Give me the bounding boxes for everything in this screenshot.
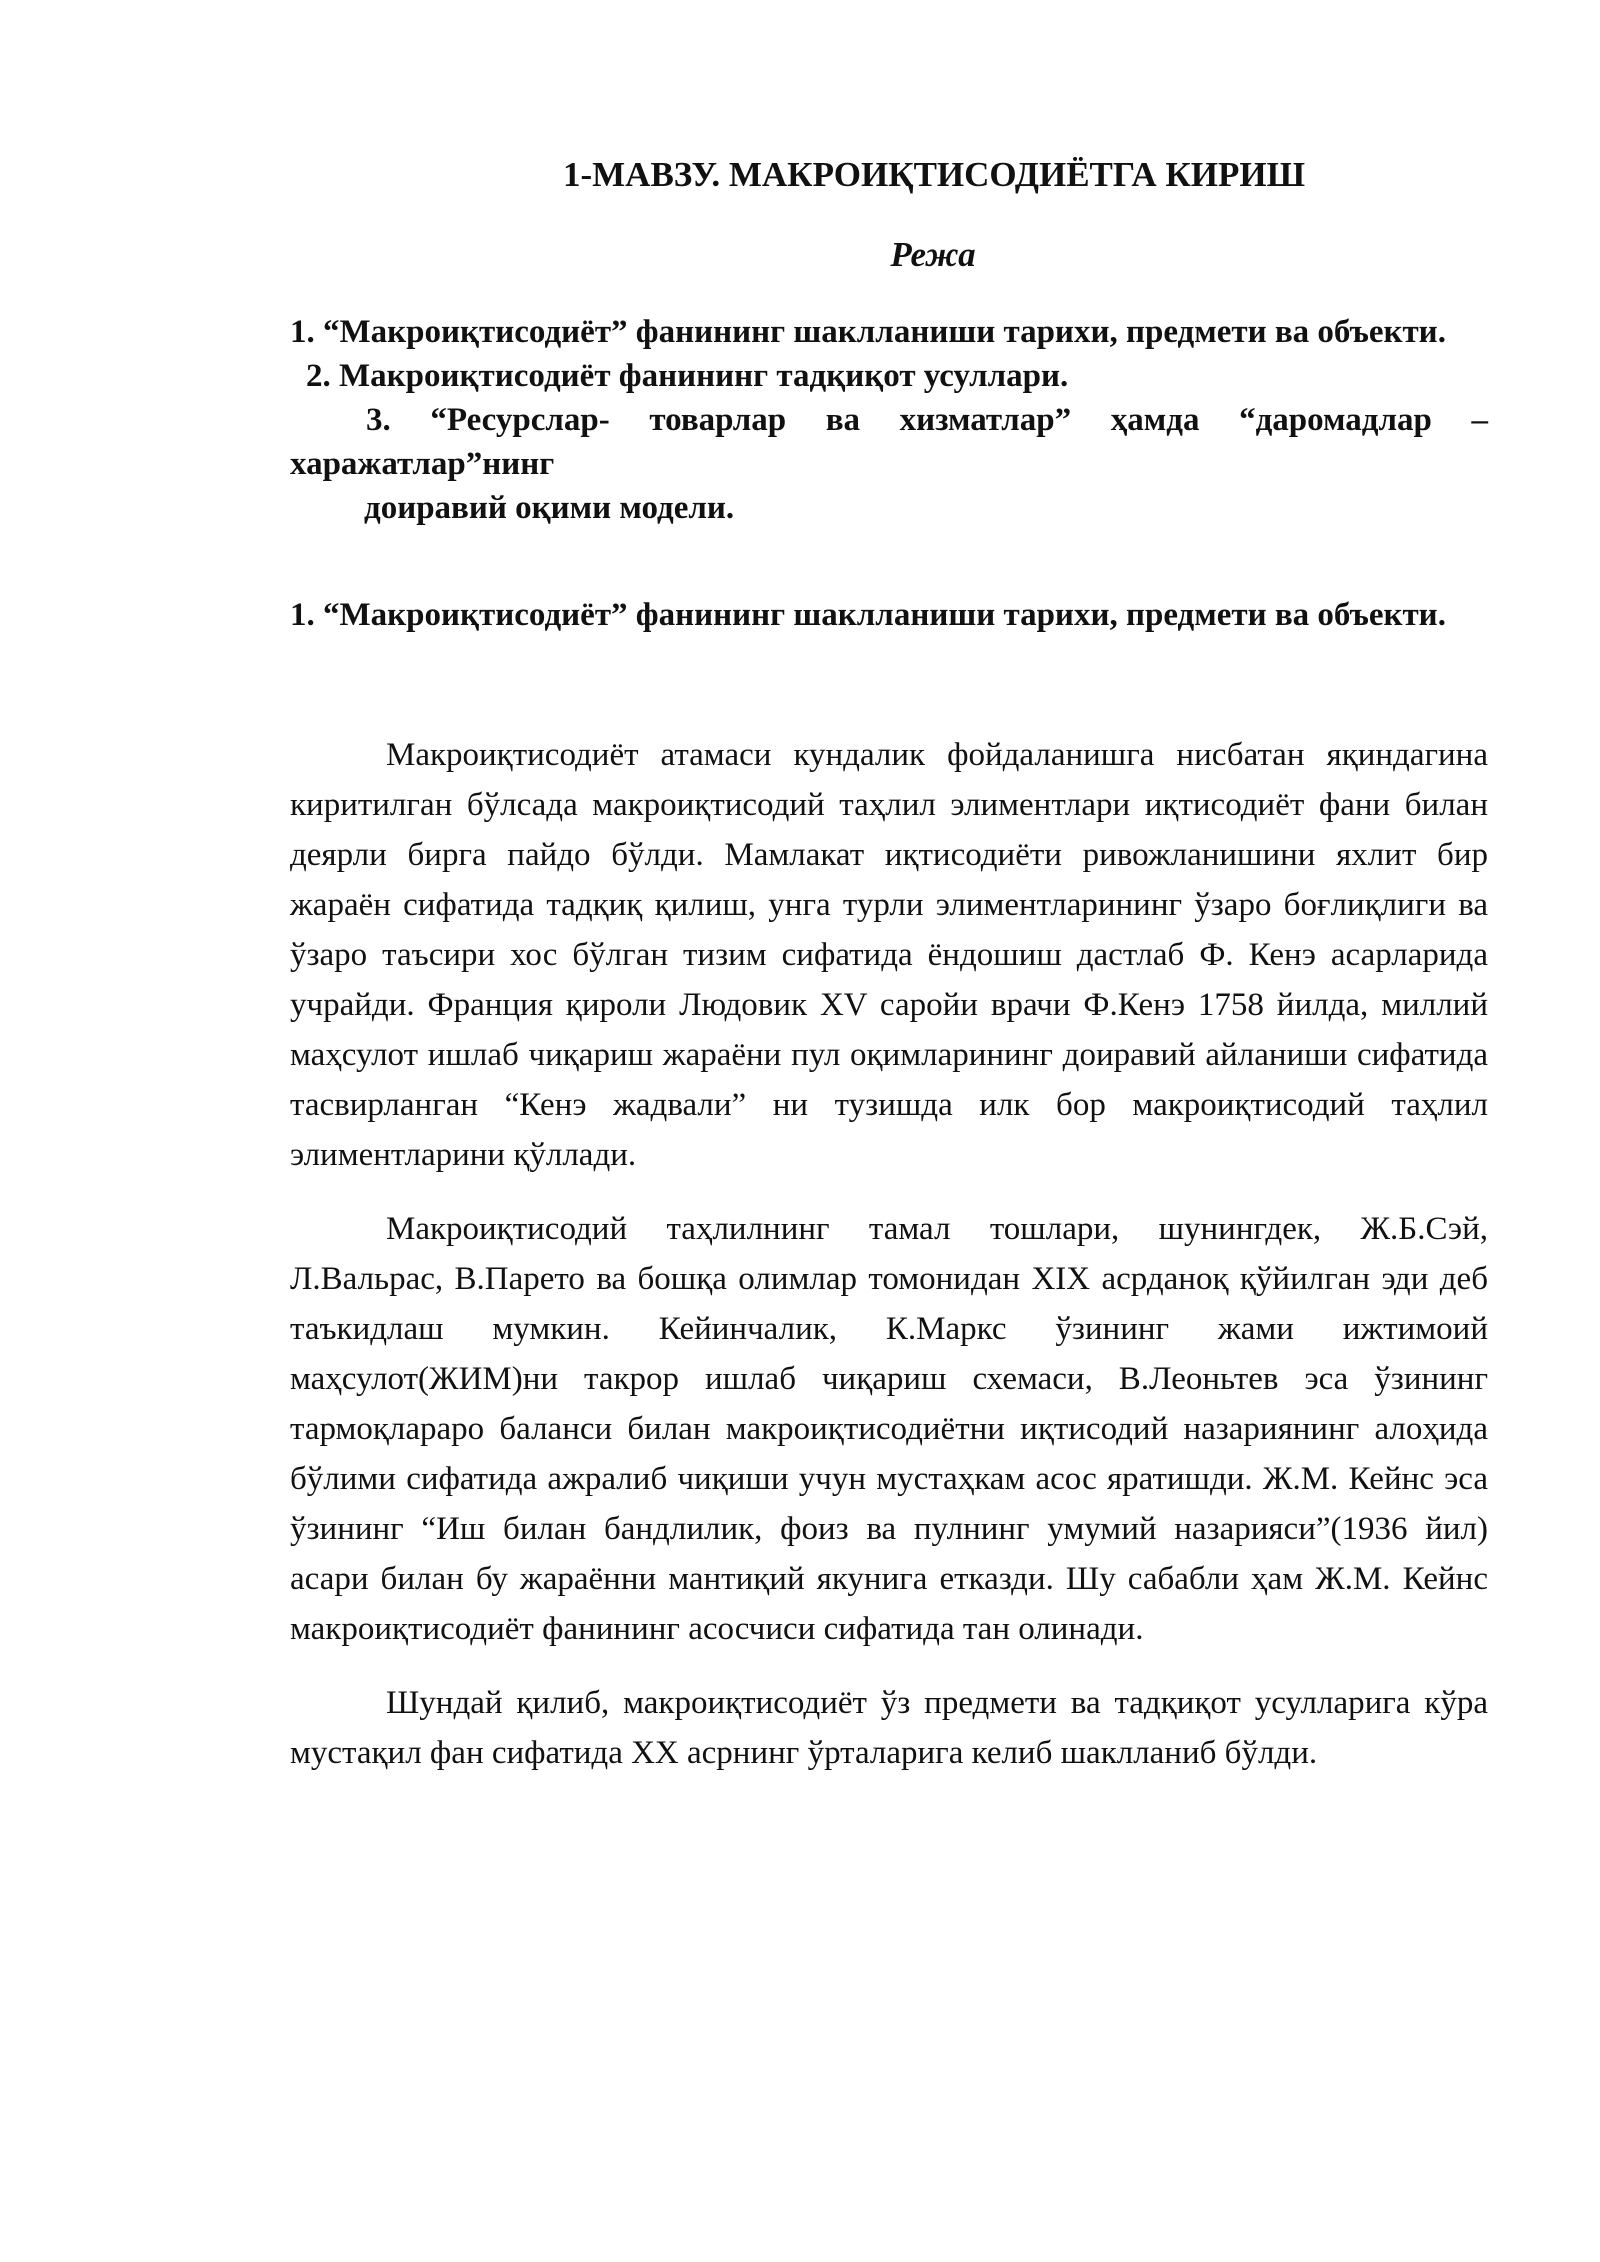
plan-list xyxy=(290,310,1488,530)
section-heading: 1. “Макроиқтисодиёт” фанининг шаклланиши тарихи, предмети ва объекти. xyxy=(290,597,1446,633)
plan-item-3: 3. “Ресурслар- товарлар ва хизматлар” ҳамда “даромадлар – харажатлар”нинг xyxy=(290,402,1488,482)
plan-heading: Режа xyxy=(890,235,976,274)
paragraph-2: Макроиқтисодий таҳлилнинг тамал тошлари, шунингдек, Ж.Б.Сэй, Л.Вальрас, В.Парето ва бошқа олимлар томонидан XIX асрданоқ қўйилган эди деб таъкидлаш мумкин. Кейинчалик, К.Маркс ўзининг жами ижтимоий маҳсулот(ЖИМ)ни такрор ишлаб чиқариш схемаси, В.Леоньтев эса ўзининг тармоқлараро баланси билан макроиқтисодиётни иқтисодий назариянинг алоҳида бўлими сифатида ажралиб чиқиши учун мустаҳкам асос яратишди. Ж.М. Кейнс эса ўзининг “Иш билан бандлилик, фоиз ва пулнинг умумий назарияси”(1936 йил) асари билан бу жараённи мантиқий якунига етказди. Шу сабабли ҳам Ж.М. Кейнс макроиқтисодиёт фанининг асосчиси сифатида тан олинади. xyxy=(290,1211,1488,1647)
paragraph-1: Макроиқтисодиёт атамаси кундалик фойдаланишга нисбатан яқиндагина киритилган бўлсада макроиқтисодий таҳлил элиментлари иқтисодиёт фани билан деярли бирга пайдо бўлди. Мамлакат иқтисодиёти ривожланишини яхлит бир жараён сифатида тадқиқ қилиш, унга турли элиментларининг ўзаро боғлиқлиги ва ўзаро таъсири хос бўлган тизим сифатида ёндошиш дастлаб Ф. Кенэ асарларида учрайди. Франция қироли Людовик XV саройи врачи Ф.Кенэ 1758 йилда, миллий маҳсулот ишлаб чиқариш жараёни пул оқимларининг доиравий айланиши сифатида тасвирланган “Кенэ жадвали” ни тузишда илк бор макроиқтисодий таҳлил элиментларини қўллади. xyxy=(290,737,1488,1173)
paragraph-3: Шундай қилиб, макроиқтисодиёт ўз предмети ва тадқиқот усулларига кўра мустақил фан сифатида XX асрнинг ўрталарига келиб шаклланиб бўлди. xyxy=(290,1685,1488,1771)
plan-item-3-continuation: доиравий оқими модели. xyxy=(364,490,735,526)
plan-item-1: 1. “Макроиқтисодиёт” фанининг шаклланиши тарихи, предмети ва объекти. xyxy=(290,314,1446,350)
document-title: 1-МАВЗУ. МАКРОИҚТИСОДИЁТГА КИРИШ xyxy=(562,155,1306,194)
plan-item-2: 2. Макроиқтисодиёт фанининг тадқиқот усуллари. xyxy=(306,358,1069,394)
document-page xyxy=(290,150,1488,1778)
